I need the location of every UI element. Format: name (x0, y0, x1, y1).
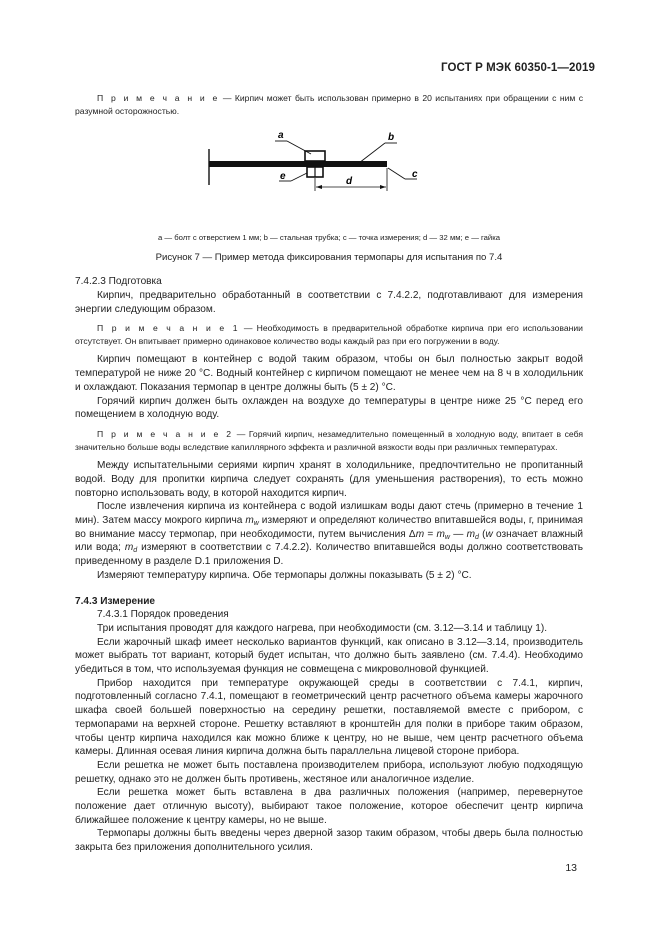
label-d: d (346, 176, 353, 188)
note-top (75, 92, 583, 117)
note-label: П р и м е ч а н и е (97, 93, 220, 103)
paragraph: Если жарочный шкаф имеет несколько вариантов функций, как описано в 3.12—3.14, производитель может выбрать тот вариант, который будет испытан, что должно быть заявлено (см. 7.4.4). Необходимо убедиться в том, что используемая функция не совмещена с микроволновой функцией. (75, 636, 583, 676)
page-header: ГОСТ Р МЭК 60350-1—2019 (441, 62, 595, 74)
paragraph: Если решетка не может быть поставлена производителем прибора, используют любую подходящую решетку, однако это не должен быть противень, жестяное или аналогичное изделие. (75, 759, 583, 785)
paragraph-mass-calculation: После извлечения кирпича из контейнера с водой излишкам воды дают стечь (примерно в течение 1 мин). Затем массу мокрого кирпича $m_w$ измеряют и определяют количество впитавшейся воды, г, принимая во внимание массу термопар, при необходимости, путем вычисления $\Delta m = m_w$ — $m_d$ (w означает влажный или вода; $m_d$ измеряют в соответствии с 7.4.2.2). Количество впитавшейся воды должно соответствовать приведенному в разделе D.1 приложения D. (75, 501, 584, 568)
section-heading-7-4-3: 7.4.3 Измерение (75, 595, 156, 607)
note-label: П р и м е ч а н и е 1 (97, 323, 240, 334)
paragraph: Измеряют температуру кирпича. Обе термопары должны показывать (5 ± 2) °C. (97, 569, 472, 581)
label-a: a (278, 130, 284, 142)
section-heading-7-4-2-3: 7.4.2.3 Подготовка (75, 276, 162, 288)
paragraph: Три испытания проводят для каждого нагрева, при необходимости (см. 3.12—3.14 и таблицу 1). (97, 622, 548, 634)
note-text: — Горячий кирпич, незамедлительно помещенный в холодную воду, впитает в себя значительно больше воды вследствие капиллярного эффекта и различной вязкости воды при различных температурах. (75, 429, 583, 452)
subsection-heading-7-4-3-1: 7.4.3.1 Порядок проведения (97, 609, 229, 621)
paragraph: Кирпич помещают в контейнер с водой таким образом, чтобы он был полностью закрыт водой температурой не ниже 20 °C. Водный контейнер с кирпичом помещают не менее чем на 8 ч в холодильник и охлаждают. Показания термопар в центре должны быть (5 ± 2) °C. (75, 354, 583, 393)
paragraph: Если решетка может быть вставлена в два различных положения (например, перевернутое положение дает отличную высоту), выбирают такое положение, которое обеспечит центр кирпича ближайшее положение к центру камеры, но не выше. (75, 787, 583, 826)
note-2 (75, 428, 583, 453)
note-text: — Необходимость в предварительной обработке кирпича при его использовании отсутствует. Он впитывает примерно одинаковое количество воды каждый раз при его погружении в воду. (75, 323, 583, 346)
thermocouple-fixing-diagram (75, 127, 583, 227)
figure-7 (75, 127, 583, 227)
paragraph: Горячий кирпич должен быть охлажден на воздухе до температуры в центре ниже 25 °C перед его помещением в холодную воду. (75, 395, 583, 421)
figure-caption: Рисунок 7 — Пример метода фиксирования термопары для испытания по 7.4 (155, 252, 503, 264)
paragraph: Термопары должны быть введены через дверной зазор таким образом, чтобы дверь была полностью закрыта без приложения дополнительного усилия. (75, 828, 583, 854)
page-content (75, 92, 583, 855)
paragraph: Прибор находится при температуре окружающей среды в соответствии с 7.4.1, кирпич, подготовленный согласно 7.4.1, помещают в геометрический центр расчетного объема камеры жарочного шкафа своей большей поверхностью на середину решетки, поставляемой вместе с прибором, с термопарами на верхней стороне. Решетку вставляют в кронштейн для полки в приборе таким образом, чтобы центр кирпича находился как можно ближе к центру, но не выше, чем центр расчетного объема камеры. Длинная осевая линия кирпича должна быть параллельна лицевой стороне прибора. (75, 677, 583, 758)
note-text: — Кирпич может быть использован примерно в 20 испытаниях при обращении с ним с разумной осторожностью. (75, 93, 583, 116)
label-b: b (388, 132, 395, 144)
label-c: c (412, 169, 418, 181)
paragraph: Кирпич, предварительно обработанный в соответствии с 7.4.2.2, подготавливают для измерения энергии следующим образом. (75, 289, 583, 315)
note-1 (75, 322, 583, 347)
label-e: e (280, 171, 286, 183)
note-label: П р и м е ч а н и е 2 (97, 429, 234, 439)
page-number: 13 (565, 862, 577, 874)
figure-legend: a — болт с отверстием 1 мм; b — стальная трубка; c — точка измерения; d — 32 мм; e — гайка (157, 233, 501, 243)
paragraph: Между испытательными сериями кирпич хранят в холодильнике, предпочтительно не пропитанный водой. Воду для пропитки кирпича следует сохранять (для уменьшения растворения), то есть можно повторно использовать воду, в которой находится кирпич. (75, 460, 583, 499)
